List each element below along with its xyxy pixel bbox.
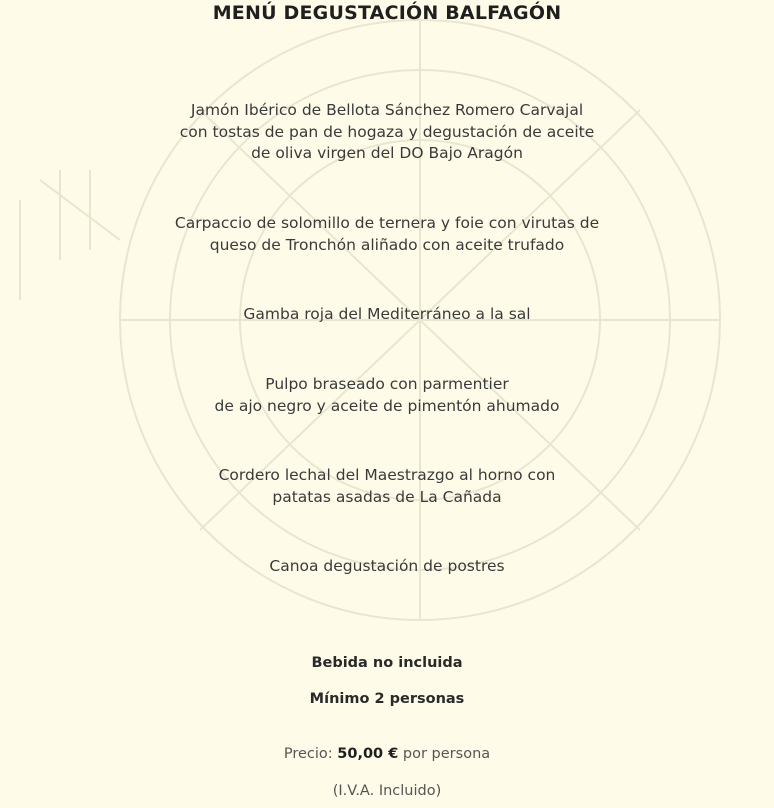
price-suffix: por persona: [402, 746, 491, 762]
tax-note: (I.V.A. Incluido): [332, 783, 442, 799]
dish-jamon: [0, 100, 774, 165]
price-line: [0, 746, 774, 762]
dish-line: queso de Tronchón aliñado con aceite trufado: [209, 235, 565, 254]
menu-title: MENÚ DEGUSTACIÓN BALFAGÓN: [212, 2, 562, 24]
dish-line: patatas asadas de La Cañada: [272, 487, 502, 506]
dish-postres: [0, 556, 774, 578]
dish-line: de oliva virgen del DO Bajo Aragón: [251, 144, 523, 162]
dish-line: Cordero lechal del Maestrazgo al horno con: [218, 466, 556, 484]
dish-line: Gamba roja del Mediterráneo a la sal: [243, 305, 531, 323]
dish-cordero: [0, 465, 774, 508]
dish-line: Carpaccio de solomillo de ternera y foie con virutas de: [174, 214, 600, 232]
drink-note: Bebida no incluida: [311, 655, 463, 671]
dish-line: con tostas de pan de hogaza y degustación de aceite: [179, 122, 595, 141]
dish-carpaccio: [0, 213, 774, 256]
price-amount: 50,00 €: [337, 746, 399, 762]
minimum-note: Mínimo 2 personas: [309, 691, 465, 707]
dish-line: de ajo negro y aceite de pimentón ahumado: [214, 396, 560, 415]
price-prefix: Precio:: [283, 746, 333, 762]
dish-pulpo: [0, 374, 774, 417]
dish-gamba: [0, 304, 774, 326]
dish-line: Canoa degustación de postres: [269, 557, 505, 575]
dish-line: Jamón Ibérico de Bellota Sánchez Romero Carvajal: [190, 101, 584, 119]
dish-line: Pulpo braseado con parmentier: [265, 375, 509, 393]
